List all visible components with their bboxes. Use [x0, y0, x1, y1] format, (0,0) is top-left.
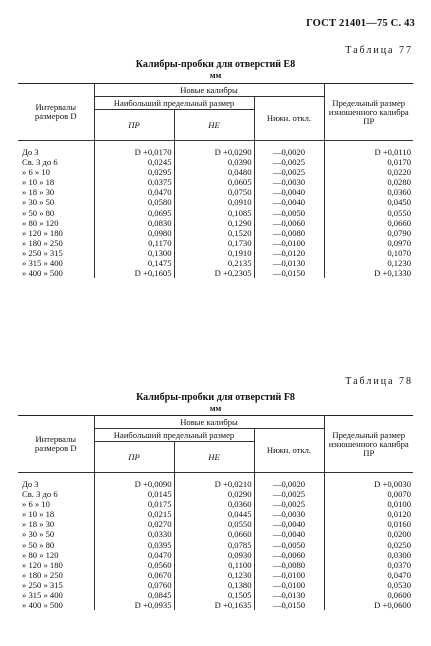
interval-cell: » 120 » 180 [22, 227, 63, 238]
table-row [18, 560, 413, 570]
pr-cell: 0,0375 [94, 177, 174, 187]
lower-dev-cell: —0,0100 [254, 570, 324, 580]
pr-cell: 0,0845 [94, 590, 174, 600]
interval-cell: » 18 » 30 [22, 187, 55, 198]
ne-cell: 0,1505 [174, 590, 254, 600]
pr-cell: 0,0470 [94, 550, 174, 560]
ne-cell: 0,1910 [174, 248, 254, 258]
interval-cell: » 315 » 400 [22, 590, 63, 601]
table-row [18, 238, 413, 248]
worn-cell: 0,1230 [324, 258, 413, 268]
interval-cell: » 80 » 120 [22, 217, 59, 228]
pr-cell: 0,0245 [94, 157, 174, 167]
worn-cell: 0,0200 [324, 529, 413, 539]
ne-cell: 0,0390 [174, 157, 254, 167]
table-77-body [18, 141, 413, 279]
interval-cell: » 180 » 250 [22, 237, 63, 248]
interval-cell: » 250 » 315 [22, 247, 63, 258]
interval-cell: » 80 » 120 [22, 549, 59, 560]
pr-cell: 0,0560 [94, 560, 174, 570]
interval-cell: » 30 » 50 [22, 197, 55, 208]
table-row [18, 519, 413, 529]
pr-cell: 0,1300 [94, 248, 174, 258]
lower-dev-cell: —0,0100 [254, 580, 324, 590]
table-row [18, 187, 413, 197]
lower-dev-cell: —0,0100 [254, 238, 324, 248]
table-78-title: Калибры-пробки для отверстий F8 [136, 392, 295, 403]
worn-cell: 0,0160 [324, 519, 413, 529]
pr-cell: 0,0670 [94, 570, 174, 580]
table-78-label: Таблица 78 [345, 376, 413, 387]
interval-cell: » 10 » 18 [22, 509, 55, 520]
lower-dev-cell: —0,0020 [254, 473, 324, 490]
ne-cell: 0,1380 [174, 580, 254, 590]
lower-dev-cell: —0,0060 [254, 218, 324, 228]
worn-cell: 0,0300 [324, 550, 413, 560]
pr-cell: 0,0295 [94, 167, 174, 177]
pr-cell: 0,0215 [94, 509, 174, 519]
pr-cell: 0,0395 [94, 540, 174, 550]
table-row [18, 473, 413, 490]
ne-cell: 0,1520 [174, 228, 254, 238]
lower-dev-cell: —0,0130 [254, 258, 324, 268]
interval-cell: » 315 » 400 [22, 258, 63, 269]
interval-cell: » 50 » 80 [22, 207, 55, 218]
pr-cell: 0,0580 [94, 197, 174, 207]
ne-cell: 0,0660 [174, 529, 254, 539]
worn-cell: D +0,0110 [324, 141, 413, 158]
table-78 [18, 415, 413, 610]
pr-cell: D +0,1605 [94, 268, 174, 278]
interval-cell: » 250 » 315 [22, 579, 63, 590]
pr-cell: 0,0695 [94, 208, 174, 218]
table-row [18, 248, 413, 258]
worn-cell: 0,0220 [324, 167, 413, 177]
ne-cell: 0,0750 [174, 187, 254, 197]
table-row [18, 177, 413, 187]
header-pr: ПР [94, 442, 174, 473]
table-77-caption [0, 59, 431, 81]
worn-cell: 0,0970 [324, 238, 413, 248]
lower-dev-cell: —0,0030 [254, 177, 324, 187]
table-row [18, 509, 413, 519]
header-intervals: Интервалы размеров D [18, 84, 94, 141]
worn-cell: 0,0530 [324, 580, 413, 590]
interval-cell: До 3 [22, 147, 39, 157]
table-row [18, 499, 413, 509]
header-max-limit: Наибольший предельный размер [94, 97, 254, 110]
header-lower-dev: Нижн. откл. [254, 429, 324, 473]
table-78-unit: мм [209, 403, 222, 413]
worn-cell: 0,0660 [324, 218, 413, 228]
interval-cell: Св. 3 до 6 [22, 489, 58, 500]
worn-cell: 0,0120 [324, 509, 413, 519]
header-new-gauges: Новые калибры [94, 416, 324, 429]
pr-cell: D +0,0935 [94, 600, 174, 610]
worn-cell: D +0,1330 [324, 268, 413, 278]
pr-cell: 0,1170 [94, 238, 174, 248]
header-ne: НЕ [174, 110, 254, 141]
header-max-limit: Наибольший предельный размер [94, 429, 254, 442]
pr-cell: 0,0980 [94, 228, 174, 238]
table-row [18, 268, 413, 278]
ne-cell: 0,1730 [174, 238, 254, 248]
ne-cell: 0,1100 [174, 560, 254, 570]
worn-cell: 0,0280 [324, 177, 413, 187]
lower-dev-cell: —0,0050 [254, 208, 324, 218]
worn-cell: 0,0550 [324, 208, 413, 218]
interval-cell: » 400 » 500 [22, 600, 63, 611]
ne-cell: 0,0290 [174, 489, 254, 499]
interval-cell: » 10 » 18 [22, 177, 55, 188]
pr-cell: 0,0470 [94, 187, 174, 197]
ne-cell: D +0,0290 [174, 141, 254, 158]
ne-cell: 0,1290 [174, 218, 254, 228]
table-77-unit: мм [209, 70, 222, 80]
ne-cell: 0,0550 [174, 519, 254, 529]
header-intervals: Интервалы размеров D [18, 416, 94, 473]
lower-dev-cell: —0,0150 [254, 600, 324, 610]
lower-dev-cell: —0,0040 [254, 529, 324, 539]
pr-cell: 0,0270 [94, 519, 174, 529]
worn-cell: 0,0250 [324, 540, 413, 550]
interval-cell: » 50 » 80 [22, 539, 55, 550]
pr-cell: D +0,0090 [94, 473, 174, 490]
worn-cell: 0,0450 [324, 197, 413, 207]
lower-dev-cell: —0,0130 [254, 590, 324, 600]
worn-cell: 0,0070 [324, 489, 413, 499]
table-row [18, 570, 413, 580]
ne-cell: D +0,1635 [174, 600, 254, 610]
table-row [18, 580, 413, 590]
worn-cell: 0,1070 [324, 248, 413, 258]
ne-cell: D +0,0210 [174, 473, 254, 490]
worn-cell: 0,0790 [324, 228, 413, 238]
lower-dev-cell: —0,0060 [254, 550, 324, 560]
ne-cell: D +0,2305 [174, 268, 254, 278]
ne-cell: 0,0480 [174, 167, 254, 177]
worn-cell: 0,0100 [324, 499, 413, 509]
worn-cell: 0,0600 [324, 590, 413, 600]
table-row [18, 540, 413, 550]
interval-cell: » 30 » 50 [22, 529, 55, 540]
worn-cell: 0,0360 [324, 187, 413, 197]
lower-dev-cell: —0,0080 [254, 228, 324, 238]
pr-cell: 0,0175 [94, 499, 174, 509]
table-row [18, 529, 413, 539]
interval-cell: » 120 » 180 [22, 559, 63, 570]
interval-cell: Св. 3 до 6 [22, 157, 58, 168]
table-row [18, 218, 413, 228]
table-77-label: Таблица 77 [345, 45, 413, 56]
pr-cell: 0,1475 [94, 258, 174, 268]
header-pr: ПР [94, 110, 174, 141]
table-row [18, 228, 413, 238]
ne-cell: 0,0445 [174, 509, 254, 519]
table-row [18, 258, 413, 268]
header-lower-dev: Нижн. откл. [254, 97, 324, 141]
lower-dev-cell: —0,0080 [254, 560, 324, 570]
ne-cell: 0,0605 [174, 177, 254, 187]
header-ne: НЕ [174, 442, 254, 473]
table-row [18, 208, 413, 218]
lower-dev-cell: —0,0025 [254, 499, 324, 509]
table-row [18, 141, 413, 158]
header-new-gauges: Новые калибры [94, 84, 324, 97]
header-worn-gauge: Предельный размер изношенного калибра ПР [324, 416, 413, 473]
table-row [18, 590, 413, 600]
header-worn-gauge: Предельный размер изношенного калибра ПР [324, 84, 413, 141]
lower-dev-cell: —0,0025 [254, 157, 324, 167]
table-row [18, 600, 413, 610]
table-row [18, 489, 413, 499]
ne-cell: 0,2135 [174, 258, 254, 268]
lower-dev-cell: —0,0025 [254, 167, 324, 177]
interval-cell: » 6 » 10 [22, 167, 50, 178]
worn-cell: D +0,0600 [324, 600, 413, 610]
table-78-body [18, 473, 413, 611]
ne-cell: 0,0910 [174, 197, 254, 207]
pr-cell: 0,0760 [94, 580, 174, 590]
worn-cell: D +0,0030 [324, 473, 413, 490]
page-header: ГОСТ 21401—75 С. 43 [306, 18, 415, 29]
lower-dev-cell: —0,0150 [254, 268, 324, 278]
lower-dev-cell: —0,0030 [254, 509, 324, 519]
pr-cell: D +0,0170 [94, 141, 174, 158]
table-77 [18, 83, 413, 278]
interval-cell: До 3 [22, 479, 39, 489]
lower-dev-cell: —0,0050 [254, 540, 324, 550]
lower-dev-cell: —0,0040 [254, 187, 324, 197]
table-78-caption [0, 392, 431, 414]
ne-cell: 0,1085 [174, 208, 254, 218]
lower-dev-cell: —0,0025 [254, 489, 324, 499]
table-row [18, 167, 413, 177]
interval-cell: » 6 » 10 [22, 499, 50, 510]
interval-cell: » 400 » 500 [22, 268, 63, 279]
ne-cell: 0,1230 [174, 570, 254, 580]
ne-cell: 0,0930 [174, 550, 254, 560]
ne-cell: 0,0785 [174, 540, 254, 550]
pr-cell: 0,0145 [94, 489, 174, 499]
worn-cell: 0,0370 [324, 560, 413, 570]
table-row [18, 157, 413, 167]
table-row [18, 550, 413, 560]
worn-cell: 0,0470 [324, 570, 413, 580]
table-row [18, 197, 413, 207]
lower-dev-cell: —0,0040 [254, 197, 324, 207]
ne-cell: 0,0360 [174, 499, 254, 509]
lower-dev-cell: —0,0020 [254, 141, 324, 158]
worn-cell: 0,0170 [324, 157, 413, 167]
interval-cell: » 18 » 30 [22, 519, 55, 530]
pr-cell: 0,0330 [94, 529, 174, 539]
lower-dev-cell: —0,0120 [254, 248, 324, 258]
pr-cell: 0,0830 [94, 218, 174, 228]
lower-dev-cell: —0,0040 [254, 519, 324, 529]
interval-cell: » 180 » 250 [22, 569, 63, 580]
table-77-title: Калибры-пробки для отверстий E8 [135, 59, 296, 70]
